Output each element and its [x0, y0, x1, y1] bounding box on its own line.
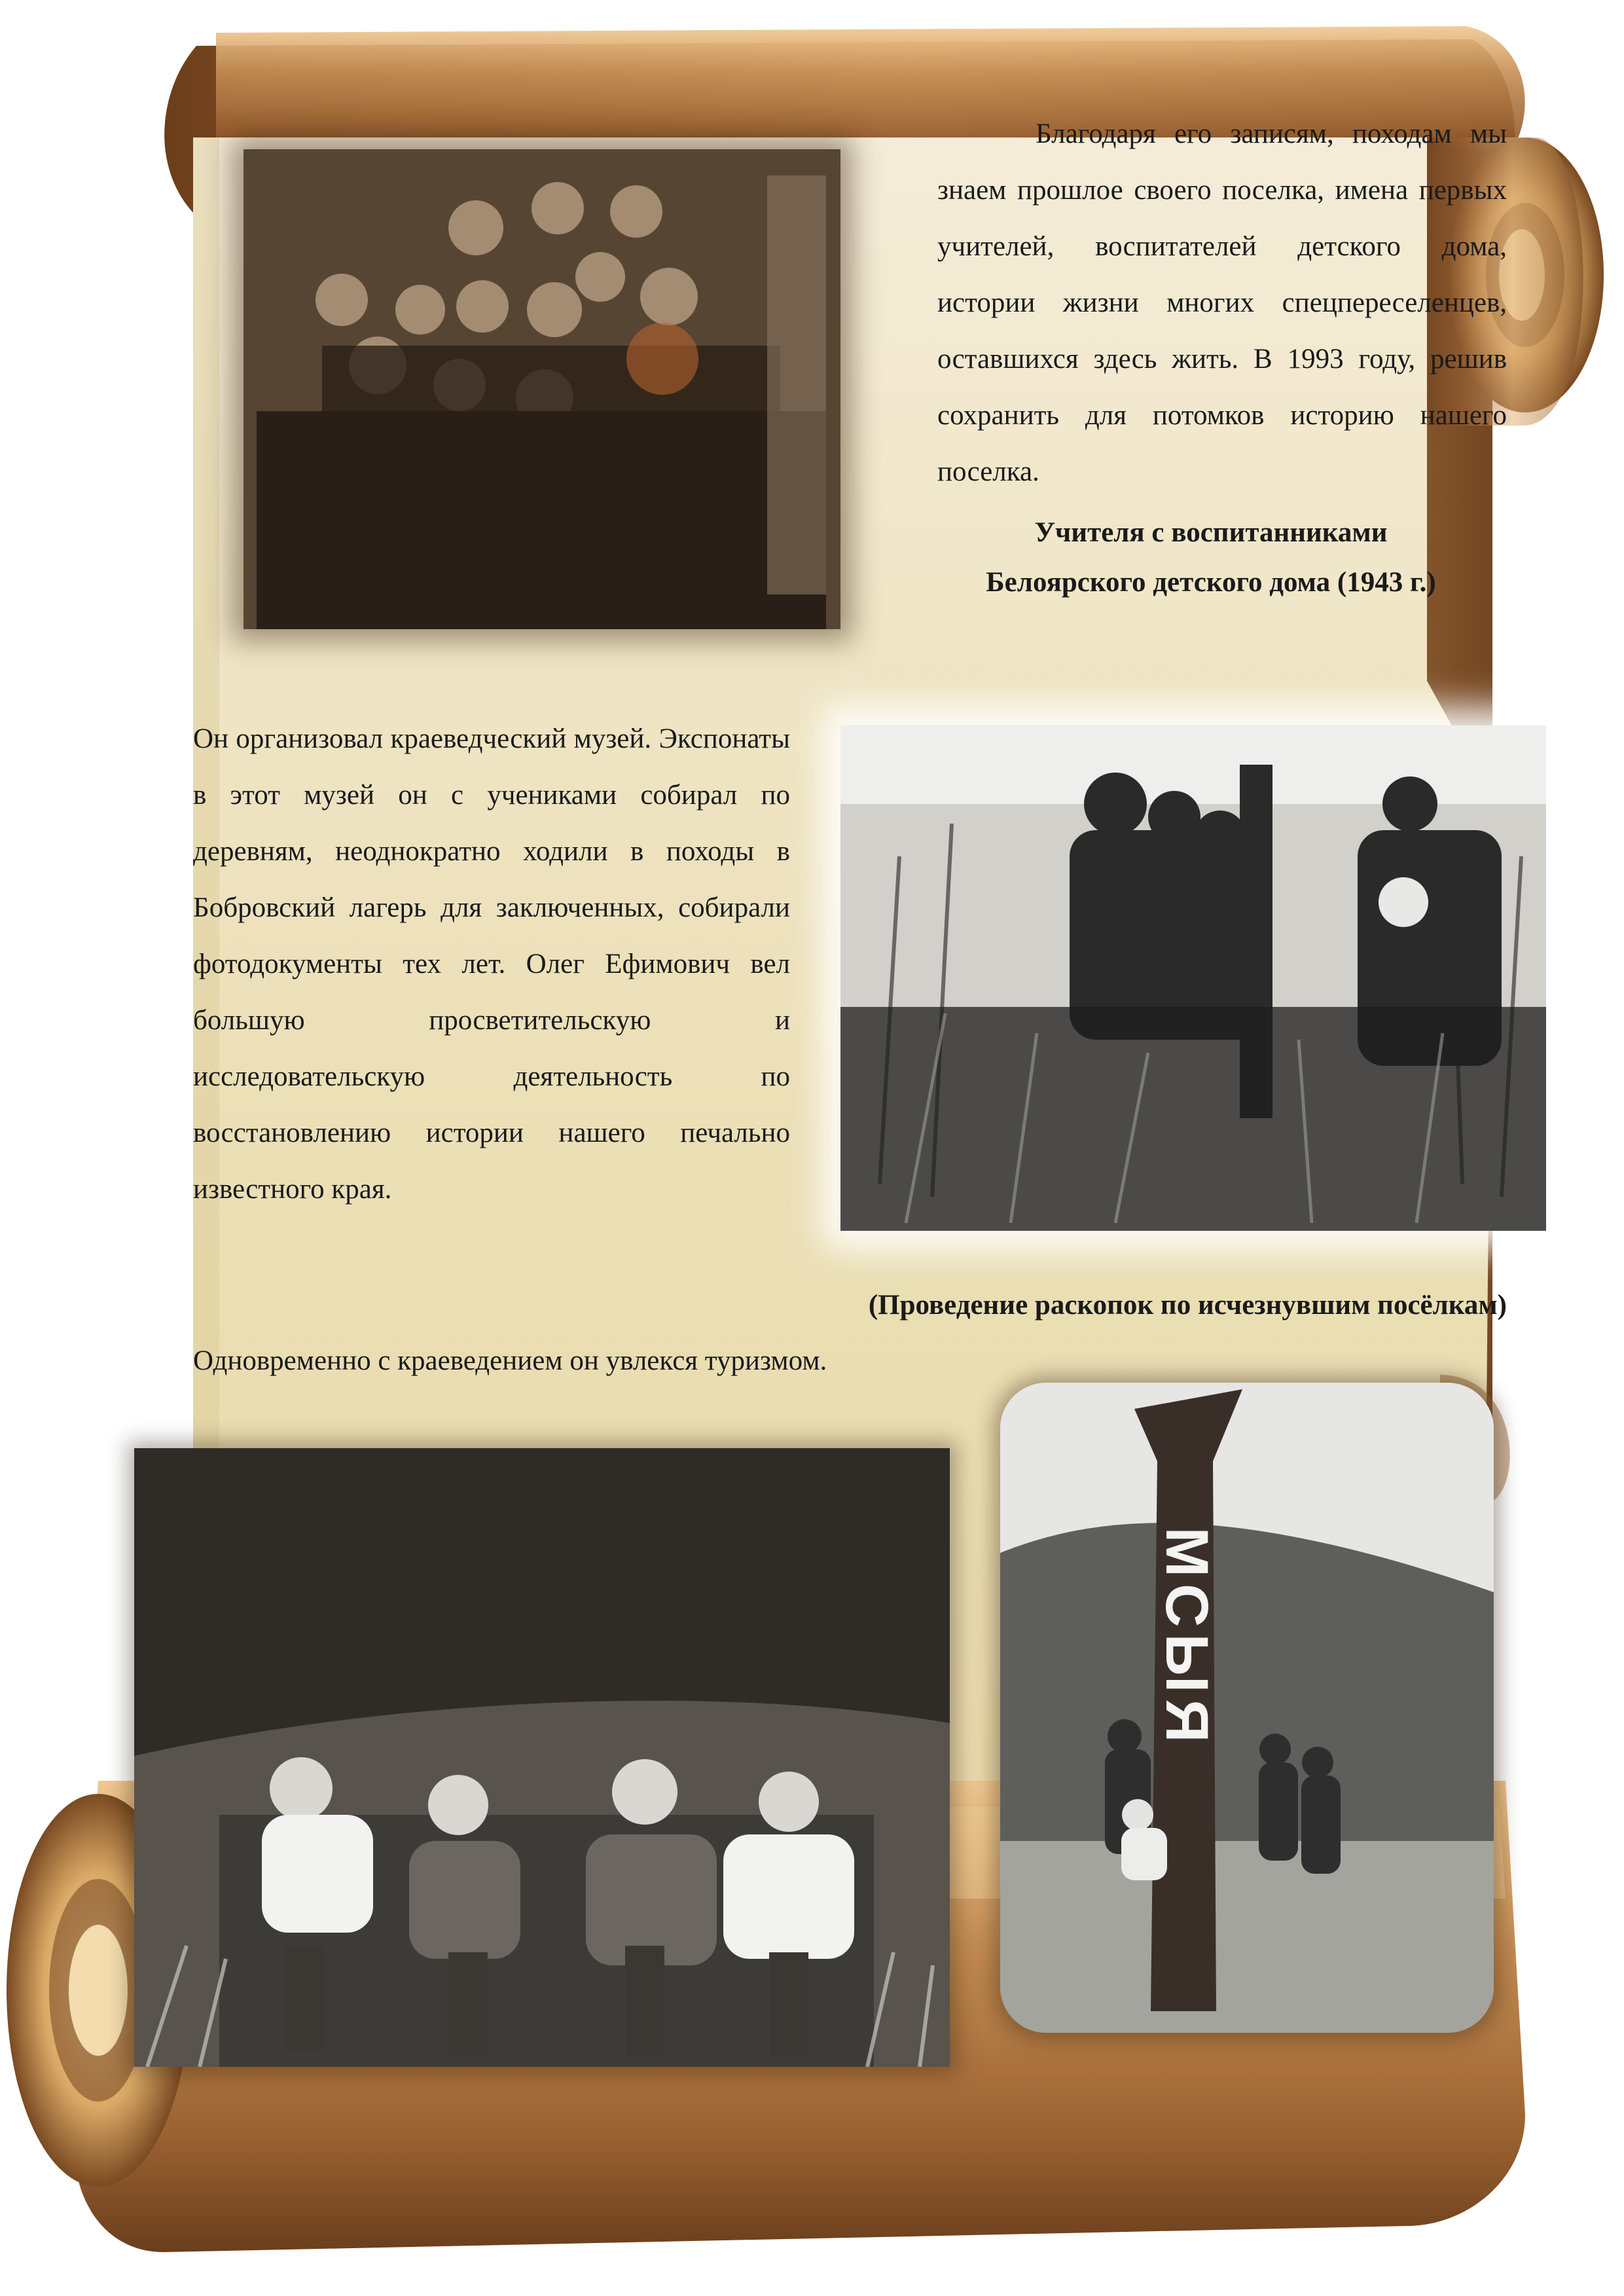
pillar-sign-text: МСЫЯ — [1153, 1527, 1220, 1749]
photo1-caption-line1: Учителя с воспитанниками — [1034, 517, 1388, 548]
intro-paragraph-text: Благодаря его записям, походам мы знаем прошлое своего поселка, имена первых учителей, воспитателей детского дома, истории жизни многих спецпереселенцев, оставшихся здесь жить. В 1993 году, решив сохранить для потомков историю нашего поселка. — [937, 118, 1507, 487]
excavation-caption — [655, 1281, 1507, 1330]
tourism-paragraph-text: Одновременно с краеведением он увлекся туризмом. — [193, 1345, 827, 1376]
photo-cave-explorers — [134, 1448, 950, 2067]
museum-paragraph — [193, 711, 790, 1218]
photo-carved-pillar — [1000, 1383, 1494, 2033]
museum-paragraph-text: Он организовал краеведческий музей. Экспонаты в этот музей он с учениками собирал по деревням, неоднократно ходили в походы в Бобровский лагерь для заключенных, собирали фотодокументы тех лет. Олег Ефимович вел большую просветительскую и исследовательскую деятельность по восстановлению истории нашего печально известного края. — [193, 723, 790, 1205]
tourism-paragraph — [193, 1333, 1175, 1389]
photo-teachers-with-pupils — [244, 149, 840, 629]
photo-excavation — [840, 725, 1546, 1231]
photo1-caption-line2: Белоярского детского дома (1943 г.) — [986, 567, 1436, 598]
intro-paragraph — [937, 106, 1507, 500]
excavation-caption-text: (Проведение раскопок по исчезнувшим посёлкам) — [868, 1290, 1507, 1321]
photo1-caption — [916, 508, 1506, 608]
